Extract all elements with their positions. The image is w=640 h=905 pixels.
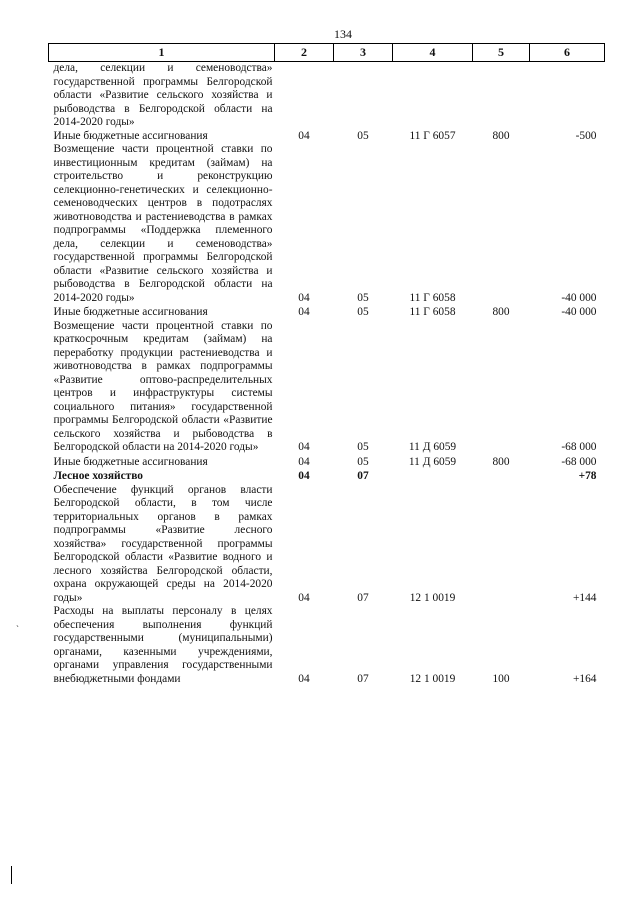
table-row <box>49 484 605 606</box>
scan-mark: ` <box>16 624 19 634</box>
cell-target-article <box>393 62 473 130</box>
column-header-5: 5 <box>473 44 530 62</box>
cell-amount: -68 000 <box>561 441 597 453</box>
cell-subsection: 05 <box>357 455 369 468</box>
cell-expense-type <box>473 143 530 305</box>
cell-subsection: 05 <box>357 291 369 304</box>
cell-target-article: 12 1 0019 <box>409 672 456 685</box>
cell-section <box>275 62 334 130</box>
row-name: Расходы на выплаты персоналу в целях обеспечения выполнения функций государственными (муниципальными) органами, казенными учреждениями, органами управления государственными внебюджетными фондами <box>53 605 273 685</box>
cell-subsection <box>334 62 393 130</box>
row-name: Возмещение части процентной ставки по инвестиционным кредитам (займам) на строительство и реконструкцию селекционно-генетических и селекционно-семеноводческих центров в подотраслях животноводства и растениеводства в рамках подпрограммы «Поддержка племенного дела, селекции и семеноводства» государственной программы Белгородской области «Развитие сельского хозяйства и рыбоводства в Белгородской области на 2014-2020 годы» <box>53 143 273 304</box>
cell-subsection: 05 <box>357 441 369 453</box>
row-name: Иные бюджетные ассигнования <box>53 455 208 468</box>
cell-section: 04 <box>298 672 310 685</box>
cell-target-article: 11 Г 6058 <box>409 306 456 318</box>
cell-section: 04 <box>298 470 310 482</box>
cell-subsection: 07 <box>357 470 369 482</box>
cell-subsection: 07 <box>357 591 369 604</box>
cell-amount: -68 000 <box>561 455 597 468</box>
cell-section: 04 <box>298 591 310 604</box>
cell-amount: -40 000 <box>561 306 597 318</box>
row-name: Иные бюджетные ассигнования <box>53 306 208 318</box>
cell-target-article: 12 1 0019 <box>409 591 456 604</box>
table-row <box>49 130 605 144</box>
row-name: Возмещение части процентной ставки по краткосрочным кредитам (займам) на переработку продукции растениеводства и животноводства в рамках подпрограммы «Развитие оптово-распределительных центров и инфраструктуры системы социального питания» государственной программы Белгородской области «Развитие сельского хозяйства и рыбоводства в Белгородской области на 2014-2020 годы» <box>53 319 273 453</box>
header-row <box>49 44 605 62</box>
column-header-3: 3 <box>334 44 393 62</box>
row-name: Лесное хозяйство <box>53 470 144 482</box>
table-row <box>49 320 605 455</box>
cell-expense-type: 800 <box>492 129 510 142</box>
column-header-6: 6 <box>530 44 605 62</box>
cell-amount: +144 <box>572 591 597 604</box>
scan-margin-mark <box>11 866 12 884</box>
cell-expense-type: 800 <box>492 455 510 468</box>
cell-target-article: 11 Д 6059 <box>408 441 457 453</box>
budget-table <box>48 43 605 686</box>
column-header-2: 2 <box>275 44 334 62</box>
cell-expense-type <box>473 62 530 130</box>
cell-amount: -500 <box>575 129 597 142</box>
table-row <box>49 305 605 320</box>
cell-subsection: 05 <box>357 306 369 318</box>
row-name: Обеспечение функций органов власти Белгородской области, в том числе территориальных органов в рамках подпрограммы «Развитие лесного хозяйства» государственной программы Белгородской области «Развитие водного и лесного хозяйства Белгородской области, охрана окружающей среды на 2014-2020 годы» <box>53 483 273 604</box>
cell-target-article: 11 Г 6057 <box>409 129 456 142</box>
cell-subsection: 05 <box>357 129 369 142</box>
column-header-4: 4 <box>393 44 473 62</box>
cell-subsection: 07 <box>357 672 369 685</box>
cell-target-article <box>393 469 473 484</box>
page-number: 134 <box>334 27 352 41</box>
table-row <box>49 143 605 305</box>
cell-expense-type <box>473 320 530 455</box>
cell-section: 04 <box>298 129 310 142</box>
cell-expense-type <box>473 469 530 484</box>
cell-target-article: 11 Г 6058 <box>409 291 456 304</box>
table-row <box>49 455 605 470</box>
cell-section: 04 <box>298 441 310 453</box>
cell-amount <box>530 62 605 130</box>
cell-amount: +78 <box>578 470 597 482</box>
cell-expense-type <box>473 484 530 606</box>
cell-section: 04 <box>298 306 310 318</box>
cell-amount: +164 <box>572 672 597 685</box>
table-row <box>49 605 605 686</box>
cell-amount: -40 000 <box>561 291 597 304</box>
cell-section: 04 <box>298 455 310 468</box>
row-name: дела, селекции и семеноводства» государственной программы Белгородской области «Развитие сельского хозяйства и рыбоводства в Белгородской области на 2014-2020 годы» <box>53 62 273 128</box>
table-row-section <box>49 469 605 484</box>
cell-target-article: 11 Д 6059 <box>408 455 457 468</box>
cell-expense-type: 100 <box>492 672 510 685</box>
row-name: Иные бюджетные ассигнования <box>53 129 208 142</box>
table-row <box>49 62 605 130</box>
cell-expense-type: 800 <box>492 306 510 318</box>
cell-section: 04 <box>298 291 310 304</box>
column-header-1: 1 <box>49 44 275 62</box>
